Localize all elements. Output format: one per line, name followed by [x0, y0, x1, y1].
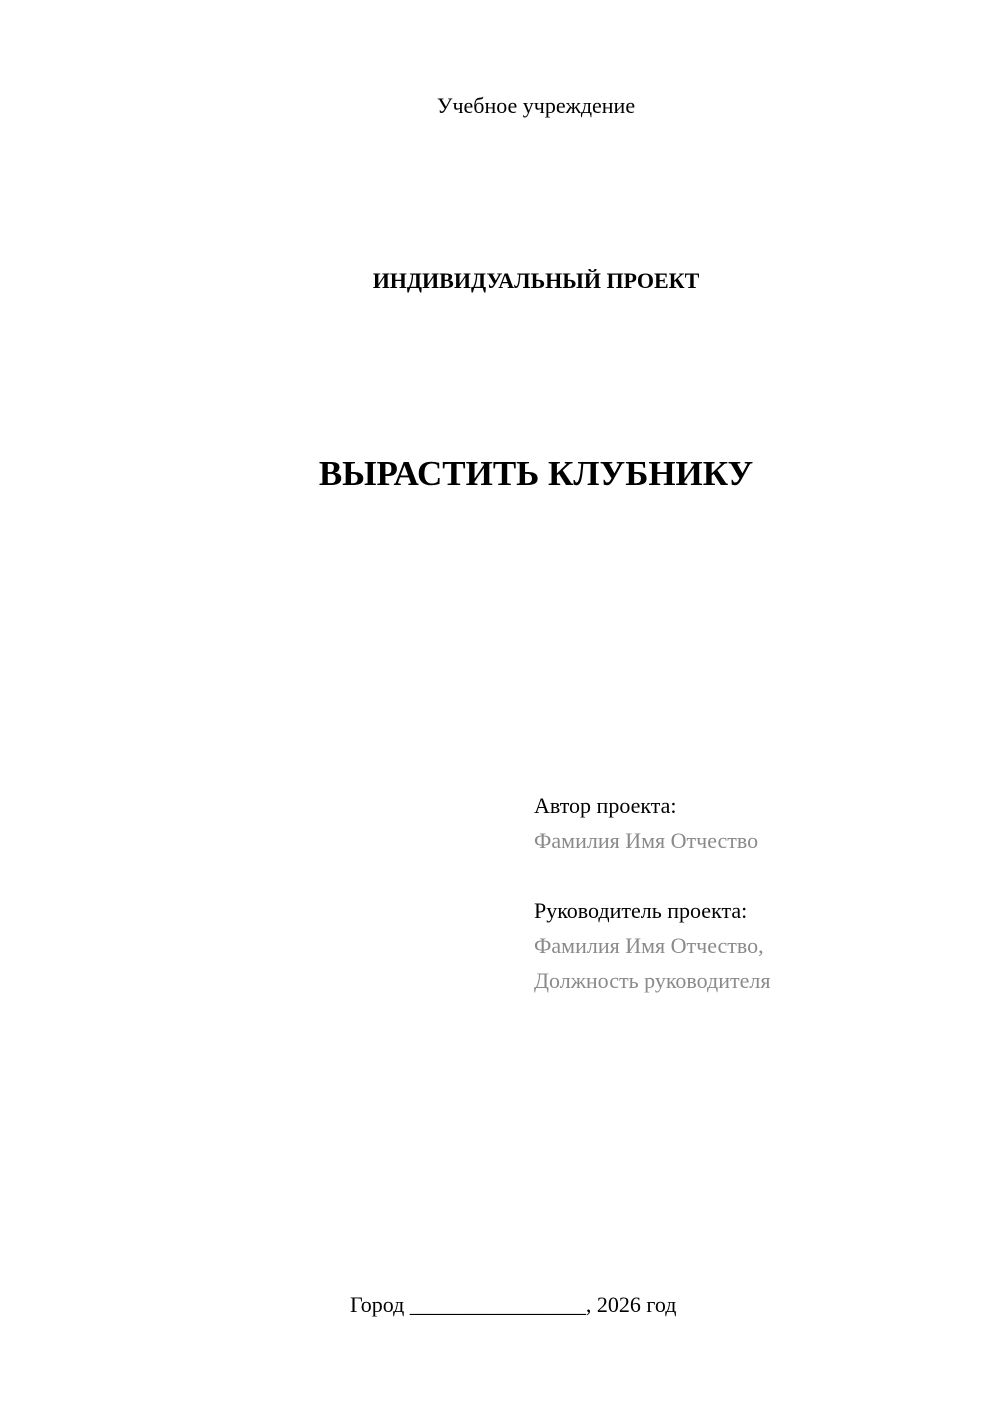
- supervisor-label: Руководитель проекта:: [534, 898, 748, 923]
- year-text: , 2026 год: [585, 1292, 677, 1317]
- supervisor-name-placeholder: Фамилия Имя Отчество,: [534, 933, 764, 958]
- block-spacer: [534, 858, 974, 894]
- institution-name: Учебное учреждение: [436, 93, 636, 118]
- city-label: Город: [350, 1292, 410, 1317]
- supervisor-position-placeholder: Должность руководителя: [534, 968, 771, 993]
- project-title: ВЫРАСТИТЬ КЛУБНИКУ: [318, 454, 754, 493]
- author-label: Автор проекта:: [534, 793, 677, 818]
- document-type-heading: ИНДИВИДУАЛЬНЫЙ ПРОЕКТ: [372, 268, 700, 293]
- authors-block: [534, 789, 974, 998]
- city-year-line: [350, 1290, 676, 1320]
- city-blank: ________________: [409, 1292, 586, 1317]
- author-name-placeholder: Фамилия Имя Отчество: [534, 828, 759, 853]
